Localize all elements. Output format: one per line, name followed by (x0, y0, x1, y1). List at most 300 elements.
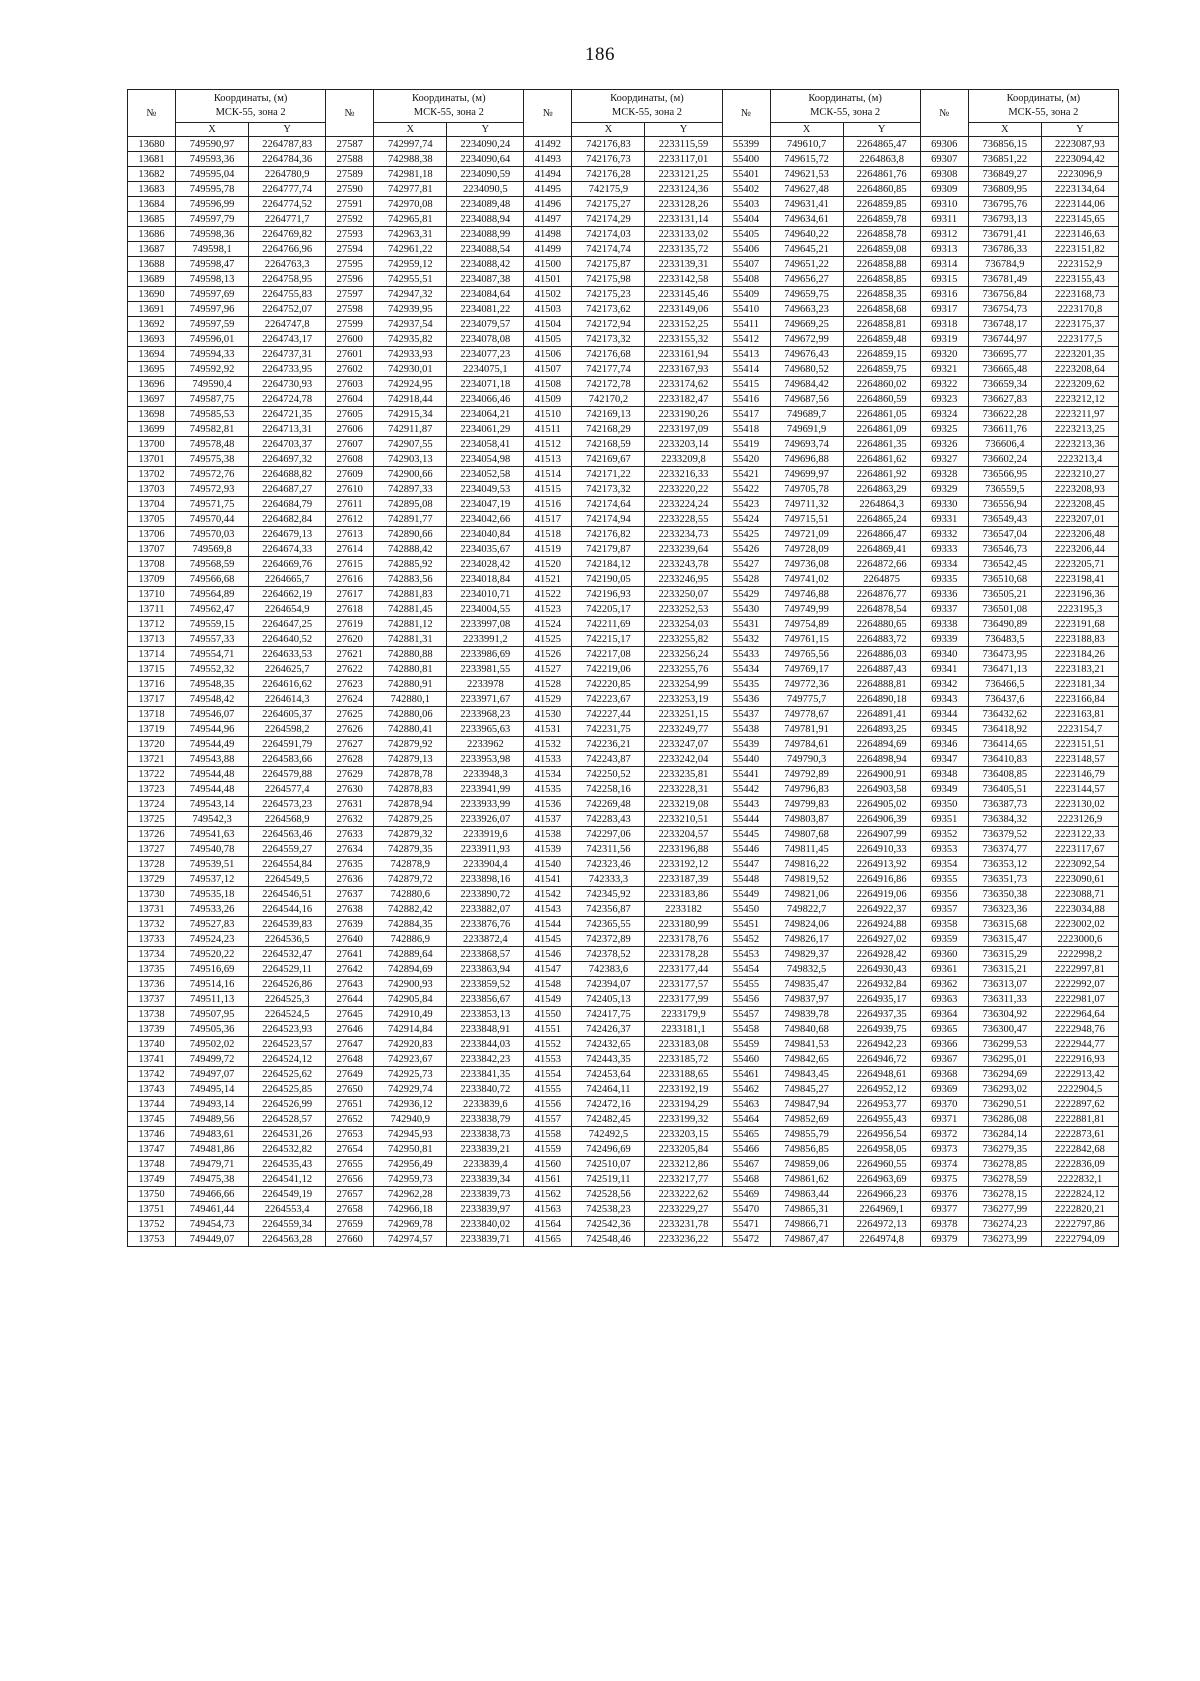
y-coordinate-cell: 2223208,93 (1041, 482, 1118, 497)
x-coordinate-cell: 736294,69 (968, 1067, 1041, 1082)
y-coordinate-cell: 2264858,85 (843, 272, 920, 287)
x-coordinate-cell: 742169,67 (572, 452, 645, 467)
x-coordinate-cell: 742879,13 (374, 752, 447, 767)
y-coordinate-cell: 2233256,24 (645, 647, 722, 662)
point-number-cell: 55413 (722, 347, 770, 362)
table-row (128, 662, 1119, 677)
point-number-cell: 69334 (920, 557, 968, 572)
y-coordinate-cell: 2223198,41 (1041, 572, 1118, 587)
y-coordinate-cell: 2223170,8 (1041, 302, 1118, 317)
table-row (128, 917, 1119, 932)
point-number-cell: 13715 (128, 662, 176, 677)
y-coordinate-cell: 2264937,35 (843, 1007, 920, 1022)
y-coordinate-cell: 2223168,73 (1041, 287, 1118, 302)
x-coordinate-cell: 736744,97 (968, 332, 1041, 347)
x-coordinate-cell: 736300,47 (968, 1022, 1041, 1037)
point-number-cell: 41493 (524, 152, 572, 167)
x-coordinate-cell: 749546,07 (176, 707, 249, 722)
y-coordinate-cell: 2233840,02 (447, 1217, 524, 1232)
point-number-cell: 55423 (722, 497, 770, 512)
y-coordinate-cell: 2233978 (447, 677, 524, 692)
x-coordinate-cell: 742900,93 (374, 977, 447, 992)
x-coordinate-cell: 736473,95 (968, 647, 1041, 662)
x-coordinate-cell: 742945,93 (374, 1127, 447, 1142)
point-number-cell: 55439 (722, 737, 770, 752)
point-number-cell: 27602 (326, 362, 374, 377)
point-number-cell: 41522 (524, 587, 572, 602)
x-coordinate-cell: 742383,6 (572, 962, 645, 977)
point-number-cell: 13687 (128, 242, 176, 257)
y-coordinate-cell: 2264755,83 (249, 287, 326, 302)
point-number-cell: 41512 (524, 437, 572, 452)
point-number-cell: 27621 (326, 647, 374, 662)
y-coordinate-cell: 2264878,54 (843, 602, 920, 617)
y-coordinate-cell: 2233933,99 (447, 797, 524, 812)
coordinates-group-header (770, 90, 920, 123)
table-row (128, 1187, 1119, 1202)
x-coordinate-cell: 736350,38 (968, 887, 1041, 902)
point-number-cell: 27649 (326, 1067, 374, 1082)
x-coordinate-cell: 742894,69 (374, 962, 447, 977)
y-coordinate-cell: 2233180,99 (645, 917, 722, 932)
y-coordinate-cell: 2234066,46 (447, 392, 524, 407)
point-number-cell: 13738 (128, 1007, 176, 1022)
x-coordinate-cell: 749597,96 (176, 302, 249, 317)
point-number-cell: 55454 (722, 962, 770, 977)
y-coordinate-cell: 2264743,17 (249, 332, 326, 347)
x-coordinate-cell: 736387,73 (968, 797, 1041, 812)
y-coordinate-cell: 2233848,91 (447, 1022, 524, 1037)
y-coordinate-cell: 2264906,39 (843, 812, 920, 827)
y-coordinate-cell: 2233183,08 (645, 1037, 722, 1052)
point-number-cell: 55438 (722, 722, 770, 737)
y-coordinate-cell: 2223177,5 (1041, 332, 1118, 347)
point-number-cell: 69360 (920, 947, 968, 962)
y-coordinate-cell: 2264526,86 (249, 977, 326, 992)
x-coordinate-cell: 749552,32 (176, 662, 249, 677)
y-coordinate-cell: 2223188,83 (1041, 632, 1118, 647)
y-coordinate-cell: 2233181,1 (645, 1022, 722, 1037)
x-coordinate-cell: 742897,33 (374, 482, 447, 497)
point-number-cell: 55401 (722, 167, 770, 182)
point-number-cell: 69323 (920, 392, 968, 407)
y-coordinate-cell: 2233177,57 (645, 977, 722, 992)
point-number-cell: 13699 (128, 422, 176, 437)
y-coordinate-cell: 2234018,84 (447, 572, 524, 587)
point-number-cell: 69373 (920, 1142, 968, 1157)
x-coordinate-cell: 742453,64 (572, 1067, 645, 1082)
y-coordinate-cell: 2234084,64 (447, 287, 524, 302)
point-number-cell: 27615 (326, 557, 374, 572)
point-number-cell: 69329 (920, 482, 968, 497)
x-coordinate-cell: 736542,45 (968, 557, 1041, 572)
point-number-cell: 41525 (524, 632, 572, 647)
point-number-cell: 55466 (722, 1142, 770, 1157)
y-column-header: Y (1041, 123, 1118, 137)
table-row (128, 1112, 1119, 1127)
point-number-cell: 27632 (326, 812, 374, 827)
x-coordinate-cell: 749699,97 (770, 467, 843, 482)
point-number-cell: 55450 (722, 902, 770, 917)
x-coordinate-cell: 742196,93 (572, 587, 645, 602)
x-coordinate-cell: 749615,72 (770, 152, 843, 167)
x-coordinate-cell: 749705,78 (770, 482, 843, 497)
y-coordinate-cell: 2233991,2 (447, 632, 524, 647)
x-coordinate-cell: 742930,01 (374, 362, 447, 377)
y-coordinate-cell: 2222797,86 (1041, 1217, 1118, 1232)
x-coordinate-cell: 742179,87 (572, 542, 645, 557)
y-coordinate-cell: 2223211,97 (1041, 407, 1118, 422)
x-coordinate-cell: 749585,53 (176, 407, 249, 422)
x-coordinate-cell: 749656,27 (770, 272, 843, 287)
y-coordinate-cell: 2264525,62 (249, 1067, 326, 1082)
point-number-cell: 69352 (920, 827, 968, 842)
y-coordinate-cell: 2234090,64 (447, 152, 524, 167)
y-coordinate-cell: 2233131,14 (645, 212, 722, 227)
point-number-cell: 55411 (722, 317, 770, 332)
point-number-cell: 69365 (920, 1022, 968, 1037)
table-row (128, 752, 1119, 767)
y-coordinate-cell: 2264969,1 (843, 1202, 920, 1217)
coordinate-system-label: МСК-55, зона 2 (810, 107, 881, 118)
y-coordinate-cell: 2233183,86 (645, 887, 722, 902)
y-coordinate-cell: 2223181,34 (1041, 677, 1118, 692)
x-coordinate-cell: 736290,51 (968, 1097, 1041, 1112)
y-coordinate-cell: 2234071,18 (447, 377, 524, 392)
x-coordinate-cell: 749803,87 (770, 812, 843, 827)
table-header (128, 90, 1119, 137)
table-row (128, 1067, 1119, 1082)
y-coordinate-cell: 2234064,21 (447, 407, 524, 422)
y-coordinate-cell: 2233941,99 (447, 782, 524, 797)
point-number-cell: 41538 (524, 827, 572, 842)
y-coordinate-cell: 2264583,66 (249, 752, 326, 767)
point-number-cell: 55429 (722, 587, 770, 602)
table-row (128, 1142, 1119, 1157)
x-coordinate-cell: 742878,83 (374, 782, 447, 797)
y-coordinate-cell: 2223146,63 (1041, 227, 1118, 242)
x-coordinate-cell: 742900,66 (374, 467, 447, 482)
x-coordinate-cell: 736286,08 (968, 1112, 1041, 1127)
x-coordinate-cell: 742171,22 (572, 467, 645, 482)
x-coordinate-cell: 749548,42 (176, 692, 249, 707)
y-coordinate-cell: 2264956,54 (843, 1127, 920, 1142)
y-coordinate-cell: 2233145,46 (645, 287, 722, 302)
y-coordinate-cell: 2233177,99 (645, 992, 722, 1007)
point-number-cell: 27643 (326, 977, 374, 992)
point-number-cell: 41511 (524, 422, 572, 437)
table-row (128, 467, 1119, 482)
point-number-cell: 13680 (128, 137, 176, 152)
point-number-cell: 13723 (128, 782, 176, 797)
point-number-cell: 27608 (326, 452, 374, 467)
x-coordinate-cell: 736323,36 (968, 902, 1041, 917)
coordinates-group-header (374, 90, 524, 123)
x-coordinate-cell: 742174,94 (572, 512, 645, 527)
y-coordinate-cell: 2264858,35 (843, 287, 920, 302)
point-number-cell: 69324 (920, 407, 968, 422)
x-coordinate-cell: 749497,07 (176, 1067, 249, 1082)
point-number-cell: 13724 (128, 797, 176, 812)
x-coordinate-cell: 749542,3 (176, 812, 249, 827)
x-coordinate-cell: 749562,47 (176, 602, 249, 617)
point-number-cell: 27655 (326, 1157, 374, 1172)
point-number-cell: 69370 (920, 1097, 968, 1112)
y-coordinate-cell: 2233919,6 (447, 827, 524, 842)
y-coordinate-cell: 2264684,79 (249, 497, 326, 512)
y-coordinate-cell: 2234035,67 (447, 542, 524, 557)
point-number-cell: 55467 (722, 1157, 770, 1172)
y-coordinate-cell: 2264900,91 (843, 767, 920, 782)
table-row (128, 572, 1119, 587)
y-coordinate-cell: 2222913,42 (1041, 1067, 1118, 1082)
point-number-cell: 55465 (722, 1127, 770, 1142)
x-column-header: X (572, 123, 645, 137)
x-coordinate-cell: 749544,48 (176, 767, 249, 782)
x-coordinate-cell: 742981,18 (374, 167, 447, 182)
y-coordinate-cell: 2222881,81 (1041, 1112, 1118, 1127)
point-number-cell: 13732 (128, 917, 176, 932)
y-coordinate-cell: 2233142,58 (645, 272, 722, 287)
x-coordinate-cell: 742492,5 (572, 1127, 645, 1142)
x-coordinate-cell: 749829,37 (770, 947, 843, 962)
y-coordinate-cell: 2233224,24 (645, 497, 722, 512)
x-coordinate-cell: 749841,53 (770, 1037, 843, 1052)
point-number-cell: 13750 (128, 1187, 176, 1202)
table-row (128, 407, 1119, 422)
y-coordinate-cell: 2264532,82 (249, 1142, 326, 1157)
x-coordinate-cell: 736315,47 (968, 932, 1041, 947)
point-number-cell: 13747 (128, 1142, 176, 1157)
y-coordinate-cell: 2233205,84 (645, 1142, 722, 1157)
x-coordinate-cell: 736293,02 (968, 1082, 1041, 1097)
y-coordinate-cell: 2264549,5 (249, 872, 326, 887)
point-number-cell: 69314 (920, 257, 968, 272)
y-coordinate-cell: 2233876,76 (447, 917, 524, 932)
x-coordinate-cell: 749543,14 (176, 797, 249, 812)
x-coordinate-cell: 742432,65 (572, 1037, 645, 1052)
point-number-cell: 69306 (920, 137, 968, 152)
x-coordinate-cell: 742939,95 (374, 302, 447, 317)
table-row (128, 227, 1119, 242)
x-coordinate-cell: 742965,81 (374, 212, 447, 227)
x-coordinate-cell: 742258,16 (572, 782, 645, 797)
point-number-cell: 41536 (524, 797, 572, 812)
point-number-cell: 27638 (326, 902, 374, 917)
x-coordinate-cell: 742176,82 (572, 527, 645, 542)
y-coordinate-cell: 2223163,81 (1041, 707, 1118, 722)
point-number-cell: 69343 (920, 692, 968, 707)
point-number-cell: 13748 (128, 1157, 176, 1172)
x-coordinate-cell: 742482,45 (572, 1112, 645, 1127)
x-coordinate-cell: 736602,24 (968, 452, 1041, 467)
y-coordinate-cell: 2264577,4 (249, 782, 326, 797)
x-coordinate-cell: 742880,06 (374, 707, 447, 722)
point-number-cell: 13734 (128, 947, 176, 962)
point-number-cell: 27613 (326, 527, 374, 542)
point-number-cell: 55427 (722, 557, 770, 572)
x-coordinate-cell: 749514,16 (176, 977, 249, 992)
x-coordinate-cell: 736351,73 (968, 872, 1041, 887)
y-coordinate-cell: 2233121,25 (645, 167, 722, 182)
point-number-cell: 41549 (524, 992, 572, 1007)
y-coordinate-cell: 2233177,44 (645, 962, 722, 977)
y-coordinate-cell: 2223209,62 (1041, 377, 1118, 392)
x-coordinate-cell: 749479,71 (176, 1157, 249, 1172)
table-row (128, 1157, 1119, 1172)
y-coordinate-cell: 2233868,57 (447, 947, 524, 962)
x-coordinate-cell: 749819,52 (770, 872, 843, 887)
point-number-cell: 55461 (722, 1067, 770, 1082)
x-coordinate-cell: 736849,27 (968, 167, 1041, 182)
x-coordinate-cell: 742170,2 (572, 392, 645, 407)
x-coordinate-cell: 749548,35 (176, 677, 249, 692)
point-number-cell: 13714 (128, 647, 176, 662)
y-coordinate-cell: 2222997,81 (1041, 962, 1118, 977)
y-coordinate-cell: 2264919,06 (843, 887, 920, 902)
point-number-cell: 55399 (722, 137, 770, 152)
x-coordinate-cell: 749590,97 (176, 137, 249, 152)
x-coordinate-cell: 742169,13 (572, 407, 645, 422)
table-row (128, 347, 1119, 362)
point-number-cell: 27599 (326, 317, 374, 332)
point-number-cell: 27619 (326, 617, 374, 632)
x-coordinate-cell: 749495,14 (176, 1082, 249, 1097)
point-number-cell: 13704 (128, 497, 176, 512)
x-coordinate-cell: 749822,7 (770, 902, 843, 917)
x-coordinate-cell: 736379,52 (968, 827, 1041, 842)
point-number-cell: 69309 (920, 182, 968, 197)
x-coordinate-cell: 742174,64 (572, 497, 645, 512)
point-number-cell: 55463 (722, 1097, 770, 1112)
x-coordinate-cell: 736622,28 (968, 407, 1041, 422)
x-coordinate-cell: 736418,92 (968, 722, 1041, 737)
x-coordinate-cell: 742215,17 (572, 632, 645, 647)
coordinates-table (127, 89, 1119, 1247)
x-coordinate-cell: 749746,88 (770, 587, 843, 602)
x-coordinate-cell: 742168,29 (572, 422, 645, 437)
y-coordinate-cell: 2264529,11 (249, 962, 326, 977)
point-number-cell: 13719 (128, 722, 176, 737)
table-row (128, 542, 1119, 557)
point-number-cell: 41547 (524, 962, 572, 977)
x-coordinate-cell: 742538,23 (572, 1202, 645, 1217)
x-coordinate-cell: 749784,61 (770, 737, 843, 752)
x-coordinate-cell: 749749,99 (770, 602, 843, 617)
point-number-cell: 13744 (128, 1097, 176, 1112)
y-coordinate-cell: 2264890,18 (843, 692, 920, 707)
point-number-cell: 27587 (326, 137, 374, 152)
point-number-cell: 27631 (326, 797, 374, 812)
y-coordinate-cell: 2264523,57 (249, 1037, 326, 1052)
point-number-cell: 69374 (920, 1157, 968, 1172)
y-coordinate-cell: 2264876,77 (843, 587, 920, 602)
x-coordinate-cell: 749535,18 (176, 887, 249, 902)
y-coordinate-cell: 2222836,09 (1041, 1157, 1118, 1172)
y-coordinate-cell: 2264903,58 (843, 782, 920, 797)
y-coordinate-cell: 2264787,83 (249, 137, 326, 152)
y-coordinate-cell: 2233179,9 (645, 1007, 722, 1022)
x-coordinate-cell: 749842,65 (770, 1052, 843, 1067)
table-row (128, 497, 1119, 512)
x-coordinate-cell: 742879,25 (374, 812, 447, 827)
y-coordinate-cell: 2223088,71 (1041, 887, 1118, 902)
coordinate-system-label: МСК-55, зона 2 (413, 107, 484, 118)
x-coordinate-cell: 742879,32 (374, 827, 447, 842)
point-number-cell: 13739 (128, 1022, 176, 1037)
y-coordinate-cell: 2223122,33 (1041, 827, 1118, 842)
point-number-cell: 69359 (920, 932, 968, 947)
y-coordinate-cell: 2233243,78 (645, 557, 722, 572)
point-number-cell: 13711 (128, 602, 176, 617)
x-coordinate-cell: 749595,04 (176, 167, 249, 182)
y-coordinate-cell: 2233253,19 (645, 692, 722, 707)
point-number-cell: 13749 (128, 1172, 176, 1187)
point-number-cell: 13698 (128, 407, 176, 422)
y-coordinate-cell: 2233838,73 (447, 1127, 524, 1142)
point-number-cell: 27596 (326, 272, 374, 287)
y-coordinate-cell: 2264861,09 (843, 422, 920, 437)
x-coordinate-cell: 742974,57 (374, 1232, 447, 1247)
x-coordinate-cell: 749867,47 (770, 1232, 843, 1247)
y-coordinate-cell: 2234088,99 (447, 227, 524, 242)
y-coordinate-cell: 2264930,43 (843, 962, 920, 977)
y-coordinate-cell: 2223134,64 (1041, 182, 1118, 197)
x-coordinate-cell: 742881,45 (374, 602, 447, 617)
x-coordinate-cell: 749449,07 (176, 1232, 249, 1247)
y-coordinate-cell: 2264863,29 (843, 482, 920, 497)
point-number-cell: 55433 (722, 647, 770, 662)
point-number-cell: 27646 (326, 1022, 374, 1037)
point-number-cell: 69346 (920, 737, 968, 752)
y-coordinate-cell: 2264780,9 (249, 167, 326, 182)
y-coordinate-cell: 2233839,73 (447, 1187, 524, 1202)
x-coordinate-cell: 742345,92 (572, 887, 645, 902)
point-number-cell: 27656 (326, 1172, 374, 1187)
y-coordinate-cell: 2223166,84 (1041, 692, 1118, 707)
y-coordinate-cell: 2223207,01 (1041, 512, 1118, 527)
y-coordinate-cell: 2223196,36 (1041, 587, 1118, 602)
y-coordinate-cell: 2223092,54 (1041, 857, 1118, 872)
x-coordinate-cell: 742176,28 (572, 167, 645, 182)
y-coordinate-cell: 2264553,4 (249, 1202, 326, 1217)
point-number-cell: 13690 (128, 287, 176, 302)
x-coordinate-cell: 749572,93 (176, 482, 249, 497)
x-coordinate-cell: 749483,61 (176, 1127, 249, 1142)
x-coordinate-cell: 749590,4 (176, 377, 249, 392)
y-coordinate-cell: 2264737,31 (249, 347, 326, 362)
x-coordinate-cell: 736665,48 (968, 362, 1041, 377)
y-coordinate-cell: 2233971,67 (447, 692, 524, 707)
x-coordinate-cell: 742879,35 (374, 842, 447, 857)
x-coordinate-cell: 742879,92 (374, 737, 447, 752)
point-number-cell: 13741 (128, 1052, 176, 1067)
x-coordinate-cell: 742895,08 (374, 497, 447, 512)
x-coordinate-cell: 742886,9 (374, 932, 447, 947)
x-coordinate-cell: 742542,36 (572, 1217, 645, 1232)
point-number-cell: 27590 (326, 182, 374, 197)
x-coordinate-cell: 742907,55 (374, 437, 447, 452)
x-coordinate-cell: 742880,6 (374, 887, 447, 902)
y-coordinate-cell: 2233254,03 (645, 617, 722, 632)
coordinate-system-label: МСК-55, зона 2 (215, 107, 286, 118)
y-coordinate-cell: 2233242,04 (645, 752, 722, 767)
y-coordinate-cell: 2264665,7 (249, 572, 326, 587)
x-coordinate-cell: 742889,64 (374, 947, 447, 962)
point-number-cell: 41562 (524, 1187, 572, 1202)
y-coordinate-cell: 2264654,9 (249, 602, 326, 617)
point-number-cell: 13705 (128, 512, 176, 527)
